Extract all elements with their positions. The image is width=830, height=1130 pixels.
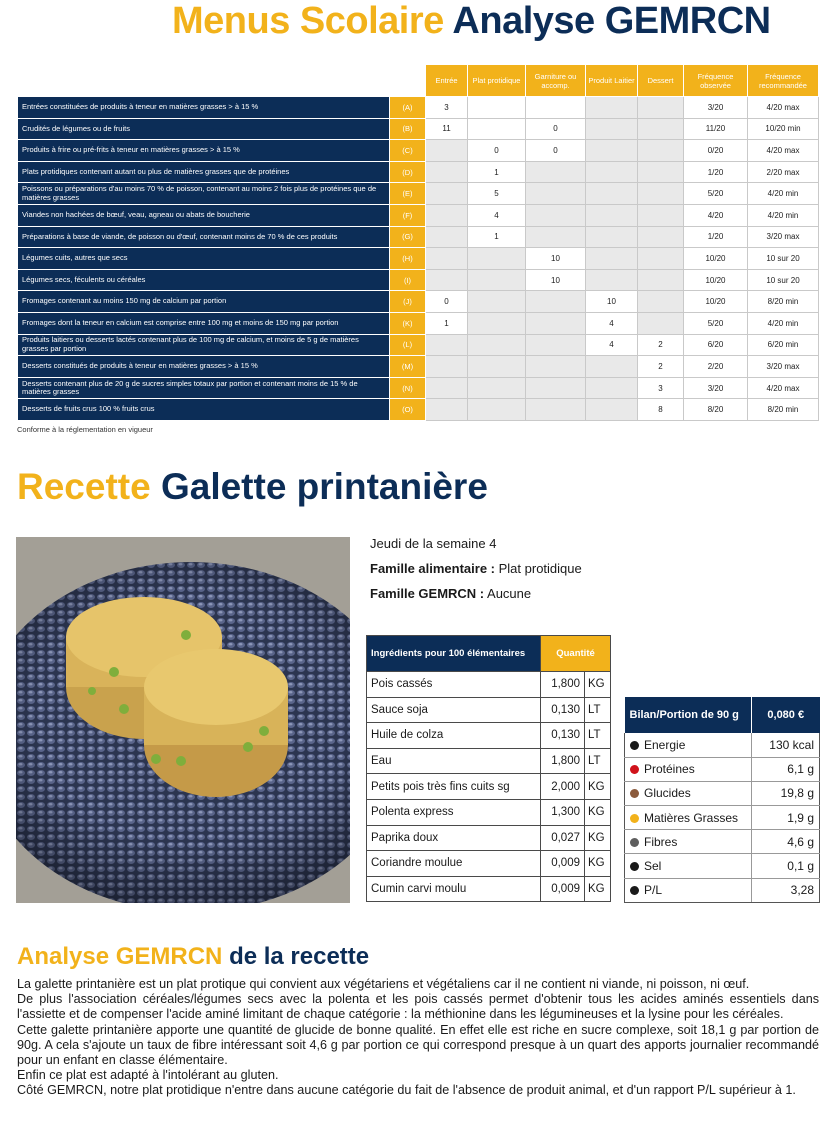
table-cell: 0 — [426, 291, 468, 313]
nutrient-dot-icon — [630, 741, 639, 750]
ingredient-unit: KG — [585, 825, 611, 851]
table-cell — [468, 118, 526, 140]
table-cell: 4/20 max — [748, 140, 819, 162]
table-cell: 5 — [468, 183, 526, 205]
nutrient-value: 19,8 g — [752, 781, 820, 805]
table-cell: 4/20 max — [748, 97, 819, 119]
row-code: (C) — [390, 140, 426, 162]
nutrient-value: 0,1 g — [752, 854, 820, 878]
nutrition-name-cell — [625, 854, 752, 878]
ingredient-name: Polenta express — [367, 799, 541, 825]
table-cell — [638, 161, 684, 183]
ingredient-row — [367, 672, 611, 698]
row-code: (E) — [390, 183, 426, 205]
table-cell: 4/20 — [684, 204, 748, 226]
table-cell — [468, 334, 526, 356]
title-part-1: Menus Scolaire — [172, 0, 444, 42]
nutrition-name-cell — [625, 733, 752, 757]
column-header: Garniture ou accomp. — [526, 65, 586, 97]
ingredient-row — [367, 876, 611, 902]
recipe-title-part-1: Recette — [17, 466, 151, 507]
table-cell — [526, 226, 586, 248]
ingredient-row — [367, 748, 611, 774]
table-cell — [526, 161, 586, 183]
table-cell — [586, 399, 638, 421]
table-cell — [638, 118, 684, 140]
table-cell — [586, 269, 638, 291]
ingredient-qty: 2,000 — [541, 774, 585, 800]
table-cell — [638, 312, 684, 334]
table-cell — [638, 291, 684, 313]
table-cell — [586, 356, 638, 378]
analysis-paragraph: La galette printanière est un plat protique qui convient aux végétariens et végétaliens car il ne contient ni viande, ni poisson, ni œuf. — [17, 977, 750, 991]
table-cell — [468, 248, 526, 270]
recipe-photo — [16, 537, 350, 903]
table-cell — [468, 97, 526, 119]
nutrient-value: 4,6 g — [752, 830, 820, 854]
table-cell — [526, 204, 586, 226]
nutrition-row — [625, 830, 820, 854]
table-cell: 10 — [586, 291, 638, 313]
table-cell — [426, 183, 468, 205]
ingredient-row — [367, 851, 611, 877]
ingredient-qty: 1,800 — [541, 748, 585, 774]
table-cell: 0/20 — [684, 140, 748, 162]
row-code: (N) — [390, 377, 426, 399]
table-cell: 8/20 min — [748, 291, 819, 313]
nutrition-header-name: Bilan/Portion de 90 g — [625, 697, 752, 733]
table-cell: 4/20 min — [748, 183, 819, 205]
row-code: (H) — [390, 248, 426, 270]
ingredient-row — [367, 774, 611, 800]
analysis-title-part-2: de la recette — [229, 943, 370, 970]
table-cell — [468, 377, 526, 399]
table-cell: 0 — [526, 118, 586, 140]
row-label: Viandes non hachées de bœuf, veau, agneau ou abats de boucherie — [18, 204, 390, 226]
table-cell — [586, 248, 638, 270]
row-label: Préparations à base de viande, de poisson ou d'œuf, contenant moins de 70 % de ces produits — [18, 226, 390, 248]
column-header: Plat protidique — [468, 65, 526, 97]
table-cell — [426, 248, 468, 270]
table-cell: 4/20 max — [748, 377, 819, 399]
ingredient-name: Paprika doux — [367, 825, 541, 851]
table-cell — [426, 140, 468, 162]
recipe-day: Jeudi de la semaine 4 — [370, 536, 497, 551]
table-cell: 5/20 — [684, 312, 748, 334]
table-cell: 2/20 — [684, 356, 748, 378]
table-cell: 1 — [426, 312, 468, 334]
nutrition-row — [625, 854, 820, 878]
table-cell: 8 — [638, 399, 684, 421]
table-cell — [526, 291, 586, 313]
table-cell: 10 — [526, 248, 586, 270]
row-code: (L) — [390, 334, 426, 356]
ingredients-header-name: Ingrédients pour 100 élémentaires — [367, 636, 541, 672]
ingredient-qty: 0,009 — [541, 876, 585, 902]
row-label: Poissons ou préparations d'au moins 70 % de poisson, contenant au moins 2 fois plus de protéines que de matières grasses — [18, 183, 390, 205]
nutrient-dot-icon — [630, 789, 639, 798]
table-cell — [526, 377, 586, 399]
table-cell: 3/20 max — [748, 356, 819, 378]
table-cell — [526, 97, 586, 119]
table-cell: 4 — [468, 204, 526, 226]
table-cell — [586, 97, 638, 119]
nutrient-name: Energie — [644, 737, 686, 752]
table-cell: 10/20 — [684, 269, 748, 291]
nutrient-dot-icon — [630, 886, 639, 895]
ingredients-table — [366, 635, 611, 902]
table-cell — [468, 399, 526, 421]
analysis-paragraph: Cette galette printanière apporte une quantité de glucide de bonne qualité. En effet elle est riche en sucre complexe, soit 18,1 g par portion de 90g. A cela s'ajoute un taux de fibre intéressant soit 4,6 g par portion ce qui correspond presque à un quart des apports journalier recommandé pour un enfant en classe élémentaire. — [17, 1022, 819, 1068]
table-cell — [586, 161, 638, 183]
row-label: Entrées constituées de produits à teneur en matières grasses > à 15 % — [18, 97, 390, 119]
table-row — [18, 312, 819, 334]
row-label: Plats protidiques contenant autant ou plus de matières grasses que de protéines — [18, 161, 390, 183]
nutrient-name: Fibres — [644, 834, 678, 849]
analysis-title — [17, 943, 369, 971]
row-label: Desserts de fruits crus 100 % fruits crus — [18, 399, 390, 421]
ingredient-qty: 0,009 — [541, 851, 585, 877]
table-cell: 4 — [586, 312, 638, 334]
table-cell — [638, 183, 684, 205]
table-row — [18, 97, 819, 119]
table-cell — [638, 140, 684, 162]
ingredient-unit: LT — [585, 723, 611, 749]
table-cell: 11 — [426, 118, 468, 140]
nutrient-value: 6,1 g — [752, 757, 820, 781]
row-label: Légumes cuits, autres que secs — [18, 248, 390, 270]
nutrition-row — [625, 806, 820, 830]
ingredient-qty: 0,130 — [541, 697, 585, 723]
table-row — [18, 269, 819, 291]
row-label: Fromages dont la teneur en calcium est comprise entre 100 mg et moins de 150 mg par portion — [18, 312, 390, 334]
gemrcn-family-value: Aucune — [487, 586, 532, 601]
ingredient-unit: KG — [585, 799, 611, 825]
row-code: (K) — [390, 312, 426, 334]
ingredient-row — [367, 799, 611, 825]
ingredient-unit: KG — [585, 876, 611, 902]
table-cell: 1 — [468, 161, 526, 183]
gemrcn-family-label: Famille GEMRCN : — [370, 586, 485, 601]
ingredient-name: Pois cassés — [367, 672, 541, 698]
table-row — [18, 334, 819, 356]
table-cell — [426, 356, 468, 378]
row-label: Fromages contenant au moins 150 mg de calcium par portion — [18, 291, 390, 313]
nutrition-row — [625, 878, 820, 902]
table-cell: 10 — [526, 269, 586, 291]
table-cell: 1/20 — [684, 161, 748, 183]
table-cell: 4/20 min — [748, 312, 819, 334]
table-row — [18, 377, 819, 399]
table-cell: 5/20 — [684, 183, 748, 205]
nutrient-value: 1,9 g — [752, 806, 820, 830]
nutrient-name: Glucides — [644, 786, 691, 801]
row-code: (M) — [390, 356, 426, 378]
nutrition-name-cell — [625, 806, 752, 830]
table-cell — [586, 377, 638, 399]
ingredient-unit: KG — [585, 851, 611, 877]
ingredient-row — [367, 697, 611, 723]
nutrition-row — [625, 781, 820, 805]
table-cell: 3/20 — [684, 97, 748, 119]
table-cell: 3/20 max — [748, 226, 819, 248]
ingredient-name: Petits pois très fins cuits sg — [367, 774, 541, 800]
ingredient-row — [367, 723, 611, 749]
nutrient-value: 130 kcal — [752, 733, 820, 757]
food-family-label: Famille alimentaire : — [370, 561, 495, 576]
table-row — [18, 140, 819, 162]
table-cell — [638, 248, 684, 270]
column-header: Entrée — [426, 65, 468, 97]
ingredient-name: Coriandre moulue — [367, 851, 541, 877]
table-cell: 3 — [426, 97, 468, 119]
table-cell — [526, 334, 586, 356]
table-cell — [638, 204, 684, 226]
table-row — [18, 204, 819, 226]
nutrient-dot-icon — [630, 862, 639, 871]
analysis-paragraph: Côté GEMRCN, notre plat protidique n'entre dans aucune catégorie du fait de l'absence de produit animal, et d'un rapport P/L supérieur à 1. — [17, 1083, 796, 1098]
table-row — [18, 356, 819, 378]
row-label: Légumes secs, féculents ou céréales — [18, 269, 390, 291]
row-code: (F) — [390, 204, 426, 226]
column-header: Dessert — [638, 65, 684, 97]
row-label: Desserts contenant plus de 20 g de sucres simples totaux par portion et contenant moins de 15 % de matières grasses — [18, 377, 390, 399]
table-cell: 1/20 — [684, 226, 748, 248]
ingredient-name: Huile de colza — [367, 723, 541, 749]
column-header: Produit Laitier — [586, 65, 638, 97]
table-cell — [426, 161, 468, 183]
ingredient-unit: KG — [585, 774, 611, 800]
table-cell: 10 sur 20 — [748, 269, 819, 291]
table-row — [18, 291, 819, 313]
column-header: Fréquence observée — [684, 65, 748, 97]
nutrition-name-cell — [625, 878, 752, 902]
table-cell — [526, 399, 586, 421]
table-cell: 8/20 min — [748, 399, 819, 421]
ingredient-row — [367, 825, 611, 851]
analysis-paragraph: Enfin ce plat est adapté à l'intolérant au gluten. — [17, 1068, 279, 1083]
header-spacer — [390, 65, 426, 97]
table-row — [18, 226, 819, 248]
table-cell — [426, 399, 468, 421]
table-row — [18, 161, 819, 183]
ingredient-qty: 1,300 — [541, 799, 585, 825]
table-cell: 2/20 max — [748, 161, 819, 183]
table-cell — [526, 312, 586, 334]
nutrient-name: Sel — [644, 859, 662, 874]
table-cell — [426, 226, 468, 248]
header-spacer — [18, 65, 390, 97]
table-cell — [426, 334, 468, 356]
recipe-title-part-2: Galette printanière — [160, 466, 488, 507]
nutrient-name: P/L — [644, 883, 663, 898]
nutrient-dot-icon — [630, 765, 639, 774]
analysis-text — [17, 977, 819, 1099]
nutrition-name-cell — [625, 757, 752, 781]
table-cell: 4/20 min — [748, 204, 819, 226]
gemrcn-table — [17, 64, 819, 421]
table-cell: 6/20 min — [748, 334, 819, 356]
ingredient-unit: LT — [585, 748, 611, 774]
row-code: (A) — [390, 97, 426, 119]
table-cell: 11/20 — [684, 118, 748, 140]
table-cell — [526, 183, 586, 205]
nutrient-name: Matières Grasses — [644, 810, 739, 825]
row-code: (B) — [390, 118, 426, 140]
table-cell: 10/20 — [684, 248, 748, 270]
nutrient-dot-icon — [630, 838, 639, 847]
recipe-title — [17, 466, 488, 508]
analysis-paragraph: De plus l'association céréales/légumes secs avec la polenta et les pois cassés permet d'obtenir tous les acides aminés essentiels dans l'assiette et de compenser l'acide aminé limitant de chaque catégorie : la méthionine dans les légumineuses et la lysine pour les céréales. — [17, 992, 819, 1022]
table-cell — [638, 269, 684, 291]
nutrition-row — [625, 757, 820, 781]
ingredient-qty: 1,800 — [541, 672, 585, 698]
nutrition-name-cell — [625, 781, 752, 805]
menu-analysis-title — [172, 0, 771, 43]
table-cell: 6/20 — [684, 334, 748, 356]
table-cell — [526, 356, 586, 378]
ingredient-unit: LT — [585, 697, 611, 723]
table-row — [18, 399, 819, 421]
row-code: (O) — [390, 399, 426, 421]
table-cell — [586, 118, 638, 140]
row-label: Desserts constitués de produits à teneur en matières grasses > à 15 % — [18, 356, 390, 378]
food-family — [370, 561, 582, 576]
table-cell: 2 — [638, 334, 684, 356]
table-cell — [426, 377, 468, 399]
table-cell: 10 sur 20 — [748, 248, 819, 270]
nutrient-name: Protéines — [644, 762, 695, 777]
table-row — [18, 118, 819, 140]
row-code: (J) — [390, 291, 426, 313]
gemrcn-family — [370, 586, 531, 601]
regulation-note: Conforme à la réglementation en vigueur — [17, 425, 153, 434]
table-row — [18, 183, 819, 205]
nutrition-name-cell — [625, 830, 752, 854]
row-label: Produits laitiers ou desserts lactés contenant plus de 100 mg de calcium, et moins de 5 g de matières grasses par portion — [18, 334, 390, 356]
title-part-2: Analyse GEMRCN — [452, 0, 771, 42]
table-cell — [468, 312, 526, 334]
table-cell: 10/20 — [684, 291, 748, 313]
table-cell: 10/20 min — [748, 118, 819, 140]
food-family-value: Plat protidique — [498, 561, 582, 576]
row-code: (I) — [390, 269, 426, 291]
table-cell: 3 — [638, 377, 684, 399]
ingredient-name: Eau — [367, 748, 541, 774]
table-cell — [586, 183, 638, 205]
table-cell — [586, 226, 638, 248]
nutrition-row — [625, 733, 820, 757]
ingredient-qty: 0,027 — [541, 825, 585, 851]
analysis-title-part-1: Analyse GEMRCN — [17, 943, 223, 970]
table-cell: 0 — [468, 140, 526, 162]
row-label: Produits à frire ou pré-frits à teneur en matières grasses > à 15 % — [18, 140, 390, 162]
ingredient-qty: 0,130 — [541, 723, 585, 749]
column-header: Fréquence recommandée — [748, 65, 819, 97]
nutrition-header-price: 0,080 € — [752, 697, 820, 733]
table-cell — [426, 204, 468, 226]
row-label: Crudités de légumes ou de fruits — [18, 118, 390, 140]
table-cell: 3/20 — [684, 377, 748, 399]
ingredient-unit: KG — [585, 672, 611, 698]
nutrient-value: 3,28 — [752, 878, 820, 902]
table-cell: 0 — [526, 140, 586, 162]
ingredients-header-qty: Quantité — [541, 636, 611, 672]
table-cell: 2 — [638, 356, 684, 378]
table-row — [18, 248, 819, 270]
table-cell — [468, 269, 526, 291]
table-cell — [638, 226, 684, 248]
row-code: (D) — [390, 161, 426, 183]
table-cell — [638, 97, 684, 119]
table-cell — [586, 140, 638, 162]
table-cell — [426, 269, 468, 291]
table-cell: 8/20 — [684, 399, 748, 421]
ingredient-name: Sauce soja — [367, 697, 541, 723]
nutrient-dot-icon — [630, 814, 639, 823]
ingredient-name: Cumin carvi moulu — [367, 876, 541, 902]
table-cell: 4 — [586, 334, 638, 356]
table-cell — [586, 204, 638, 226]
table-cell — [468, 356, 526, 378]
row-code: (G) — [390, 226, 426, 248]
nutrition-table — [624, 697, 820, 903]
table-cell — [468, 291, 526, 313]
table-cell: 1 — [468, 226, 526, 248]
